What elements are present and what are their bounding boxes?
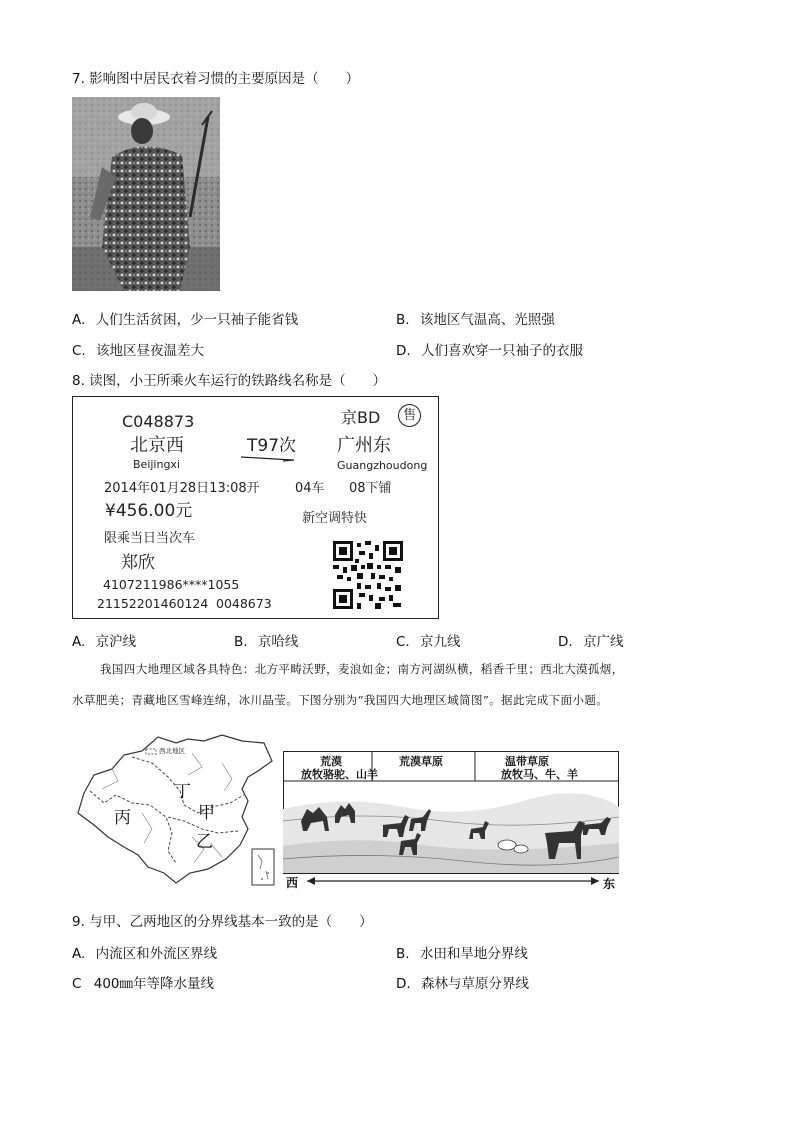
option-text: 森林与草原分界线 (420, 976, 529, 992)
option-key: D. (558, 634, 573, 650)
q8-option-a[interactable] (72, 630, 136, 650)
q8-stem: 8. 读图，小王所乘火车运行的铁路线名称是（ ） (72, 373, 387, 389)
q7-option-b[interactable] (396, 308, 555, 328)
china-map-image (72, 733, 277, 888)
q9-option-a[interactable] (72, 942, 217, 962)
option-key: A. (72, 946, 86, 962)
q7-option-d[interactable] (396, 339, 583, 359)
ticket-datetime: 2014年01月28日13:08开 (104, 481, 260, 496)
q7-photo (72, 97, 220, 291)
q8-option-b[interactable] (234, 630, 298, 650)
option-key: D. (396, 343, 411, 359)
ticket-train-no: T97次 (247, 436, 297, 456)
grassland-transect-figure (283, 751, 619, 889)
direction-arrow-icon (239, 455, 297, 463)
option-text: 内流区和外流区界线 (95, 946, 218, 962)
passage-line-1: 我国四大地理区域各具特色：北方平畴沃野，麦浪如金；南方河湖纵横，稻香千里；西北大漠孤烟， (100, 662, 624, 676)
west-label: 西 (286, 876, 299, 890)
zone-temperate-steppe-title: 温带草原 (505, 755, 549, 768)
q9-option-d[interactable] (396, 972, 529, 992)
zone-desert-steppe-title: 荒漠草原 (399, 755, 443, 768)
option-key: A. (72, 634, 86, 650)
q7-option-a[interactable] (72, 308, 298, 328)
option-text: 京哈线 (257, 634, 299, 650)
ticket-to: 广州东 (337, 435, 391, 456)
option-text: 400㎜年等降水量线 (93, 976, 215, 992)
option-key: C. (72, 343, 86, 359)
ticket-car: 04车 (295, 481, 325, 496)
option-text: 该地区气温高、光照强 (419, 312, 555, 328)
region-yi-label: 乙 (196, 832, 213, 852)
ticket-to-pinyin: Guangzhoudong (337, 459, 428, 472)
option-key: B. (396, 946, 410, 962)
option-key: C. (396, 634, 410, 650)
ticket-from-pinyin: Beijingxi (133, 458, 181, 471)
legend-dashed-box (146, 749, 156, 754)
zone-desert-sub: 放牧骆驼、山羊 (301, 768, 378, 781)
q9-stem: 9. 与甲、乙两地区的分界线基本一致的是（ ） (72, 914, 373, 930)
passage-line-2: 水草肥美；青藏地区雪峰连绵，冰川晶莹。下图分别为“我国四大地理区域简图”。据此完成下面小题。 (72, 693, 609, 707)
ticket-berth: 08下铺 (349, 481, 392, 496)
option-key: C (72, 976, 82, 992)
option-key: B. (234, 634, 248, 650)
ticket-type: 新空调特快 (302, 511, 368, 526)
q9-option-c[interactable] (72, 972, 214, 992)
east-label: 东 (603, 877, 616, 891)
option-text: 该地区昼夜温差大 (96, 343, 205, 359)
ticket-code1: 21152201460124 (97, 596, 209, 611)
ticket-id: 4107211986****1055 (103, 577, 240, 592)
region-jia-label: 甲 (198, 803, 215, 823)
q8-option-d[interactable] (558, 630, 623, 650)
zone-temperate-steppe-sub: 放牧马、牛、羊 (501, 768, 578, 781)
q7-stem: 7. 影响图中居民衣着习惯的主要原因是（ ） (72, 71, 360, 87)
q7-option-c[interactable] (72, 339, 204, 359)
region-bing-label: 丙 (114, 808, 131, 828)
q9-option-b[interactable] (396, 942, 528, 962)
option-key: B. (396, 312, 410, 328)
ticket-office: 京BD (341, 408, 381, 427)
train-ticket (72, 396, 439, 619)
zone-desert-title: 荒漠 (320, 755, 342, 768)
q8-option-c[interactable] (396, 630, 461, 650)
map-legend-label: 西北地区 (159, 747, 185, 755)
option-key: A. (72, 312, 86, 328)
china-regions-map (72, 733, 277, 888)
qr-code-icon (333, 541, 403, 609)
option-text: 人们喜欢穿一只袖子的衣服 (420, 343, 583, 359)
option-text: 人们生活贫困，少一只袖子能省钱 (95, 312, 299, 328)
ticket-passenger-name: 郑欣 (121, 553, 155, 573)
ticket-code2: 0048673 (216, 596, 272, 611)
option-text: 水田和旱地分界线 (419, 946, 528, 962)
ticket-from: 北京西 (130, 435, 184, 456)
ticket-price: ¥456.00元 (105, 501, 193, 521)
option-text: 京广线 (582, 634, 624, 650)
ticket-serial: C048873 (122, 412, 195, 431)
ticket-limit: 限乘当日当次车 (104, 531, 196, 546)
option-key: D. (396, 976, 411, 992)
option-text: 京九线 (420, 634, 461, 650)
person-photo-image (72, 97, 220, 291)
option-text: 京沪线 (95, 634, 137, 650)
region-ding-label: 丁 (174, 782, 191, 802)
sold-stamp-icon: 售 (398, 404, 421, 427)
